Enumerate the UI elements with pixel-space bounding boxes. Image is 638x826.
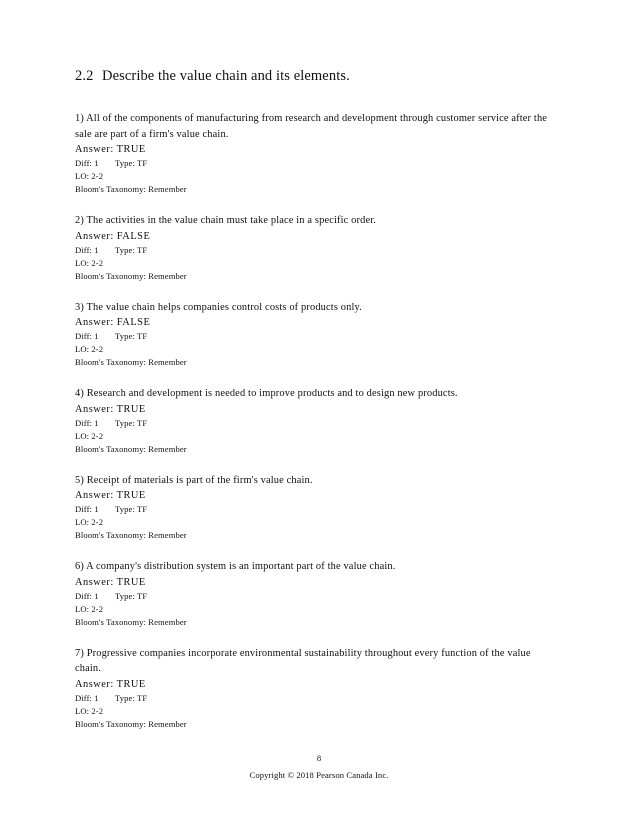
question-item xyxy=(75,213,555,283)
answer-line: Answer: FALSE xyxy=(75,317,151,328)
learning-objective: LO: 2-2 xyxy=(75,430,104,441)
page-number: 8 xyxy=(316,753,322,763)
learning-objective: LO: 2-2 xyxy=(75,171,104,181)
difficulty-type-line xyxy=(75,244,555,257)
answer-line: Answer: FALSE xyxy=(75,230,151,242)
question-item xyxy=(75,473,555,543)
blooms-taxonomy: Bloom's Taxonomy: Remember xyxy=(75,616,187,627)
difficulty-label: Diff: 1 xyxy=(75,417,99,428)
answer-line: Answer: TRUE xyxy=(75,144,146,155)
question-item xyxy=(75,111,555,196)
answer-line: Answer: TRUE xyxy=(75,490,146,501)
type-label: Type: TF xyxy=(115,158,148,168)
type-label: Type: TF xyxy=(115,331,148,341)
difficulty-type-line xyxy=(75,157,555,170)
type-label: Type: TF xyxy=(115,504,148,514)
difficulty-type-line xyxy=(75,692,555,705)
question-text: 4) Research and development is needed to improve products and to design new products. xyxy=(75,388,458,399)
difficulty-label: Diff: 1 xyxy=(75,504,99,514)
question-item xyxy=(75,300,555,370)
question-text: 1) All of the components of manufacturing from research and development through customer service after the sale are part of a firm's value chain. xyxy=(75,113,548,140)
learning-objective: LO: 2-2 xyxy=(75,517,104,527)
type-label: Type: TF xyxy=(115,692,148,703)
question-text: 3) The value chain helps companies control costs of products only. xyxy=(75,301,362,313)
question-item xyxy=(75,646,555,731)
question-text: 5) Receipt of materials is part of the firm's value chain. xyxy=(75,474,313,486)
question-text: 7) Progressive companies incorporate environmental sustainability throughout every function of the value chain. xyxy=(75,647,531,674)
blooms-taxonomy: Bloom's Taxonomy: Remember xyxy=(75,443,187,454)
section-number: 2.2 xyxy=(75,68,94,84)
blooms-taxonomy: Bloom's Taxonomy: Remember xyxy=(75,357,187,367)
answer-line: Answer: TRUE xyxy=(75,678,146,690)
answer-line: Answer: TRUE xyxy=(75,576,146,588)
question-list xyxy=(75,111,555,748)
blooms-taxonomy: Bloom's Taxonomy: Remember xyxy=(75,270,187,281)
difficulty-label: Diff: 1 xyxy=(75,158,99,168)
section-heading xyxy=(75,68,350,85)
type-label: Type: TF xyxy=(115,590,148,601)
learning-objective: LO: 2-2 xyxy=(75,344,104,354)
type-label: Type: TF xyxy=(115,417,148,428)
learning-objective: LO: 2-2 xyxy=(75,705,104,716)
question-item xyxy=(75,559,555,629)
difficulty-type-line xyxy=(75,417,555,430)
difficulty-type-line xyxy=(75,590,555,603)
difficulty-label: Diff: 1 xyxy=(75,244,99,255)
blooms-taxonomy: Bloom's Taxonomy: Remember xyxy=(75,184,187,194)
type-label: Type: TF xyxy=(115,244,148,255)
blooms-taxonomy: Bloom's Taxonomy: Remember xyxy=(75,530,187,540)
learning-objective: LO: 2-2 xyxy=(75,257,104,268)
blooms-taxonomy: Bloom's Taxonomy: Remember xyxy=(75,718,187,729)
learning-objective: LO: 2-2 xyxy=(75,603,104,614)
question-text: 2) The activities in the value chain must take place in a specific order. xyxy=(75,215,377,226)
question-item xyxy=(75,386,555,456)
difficulty-label: Diff: 1 xyxy=(75,590,99,601)
answer-line: Answer: TRUE xyxy=(75,403,146,415)
difficulty-label: Diff: 1 xyxy=(75,692,99,703)
section-title: Describe the value chain and its elements. xyxy=(102,68,350,84)
difficulty-label: Diff: 1 xyxy=(75,331,99,341)
difficulty-type-line xyxy=(75,330,555,343)
question-text: 6) A company's distribution system is an important part of the value chain. xyxy=(75,561,396,572)
copyright-notice: Copyright © 2018 Pearson Canada Inc. xyxy=(249,770,389,780)
difficulty-type-line xyxy=(75,503,555,516)
